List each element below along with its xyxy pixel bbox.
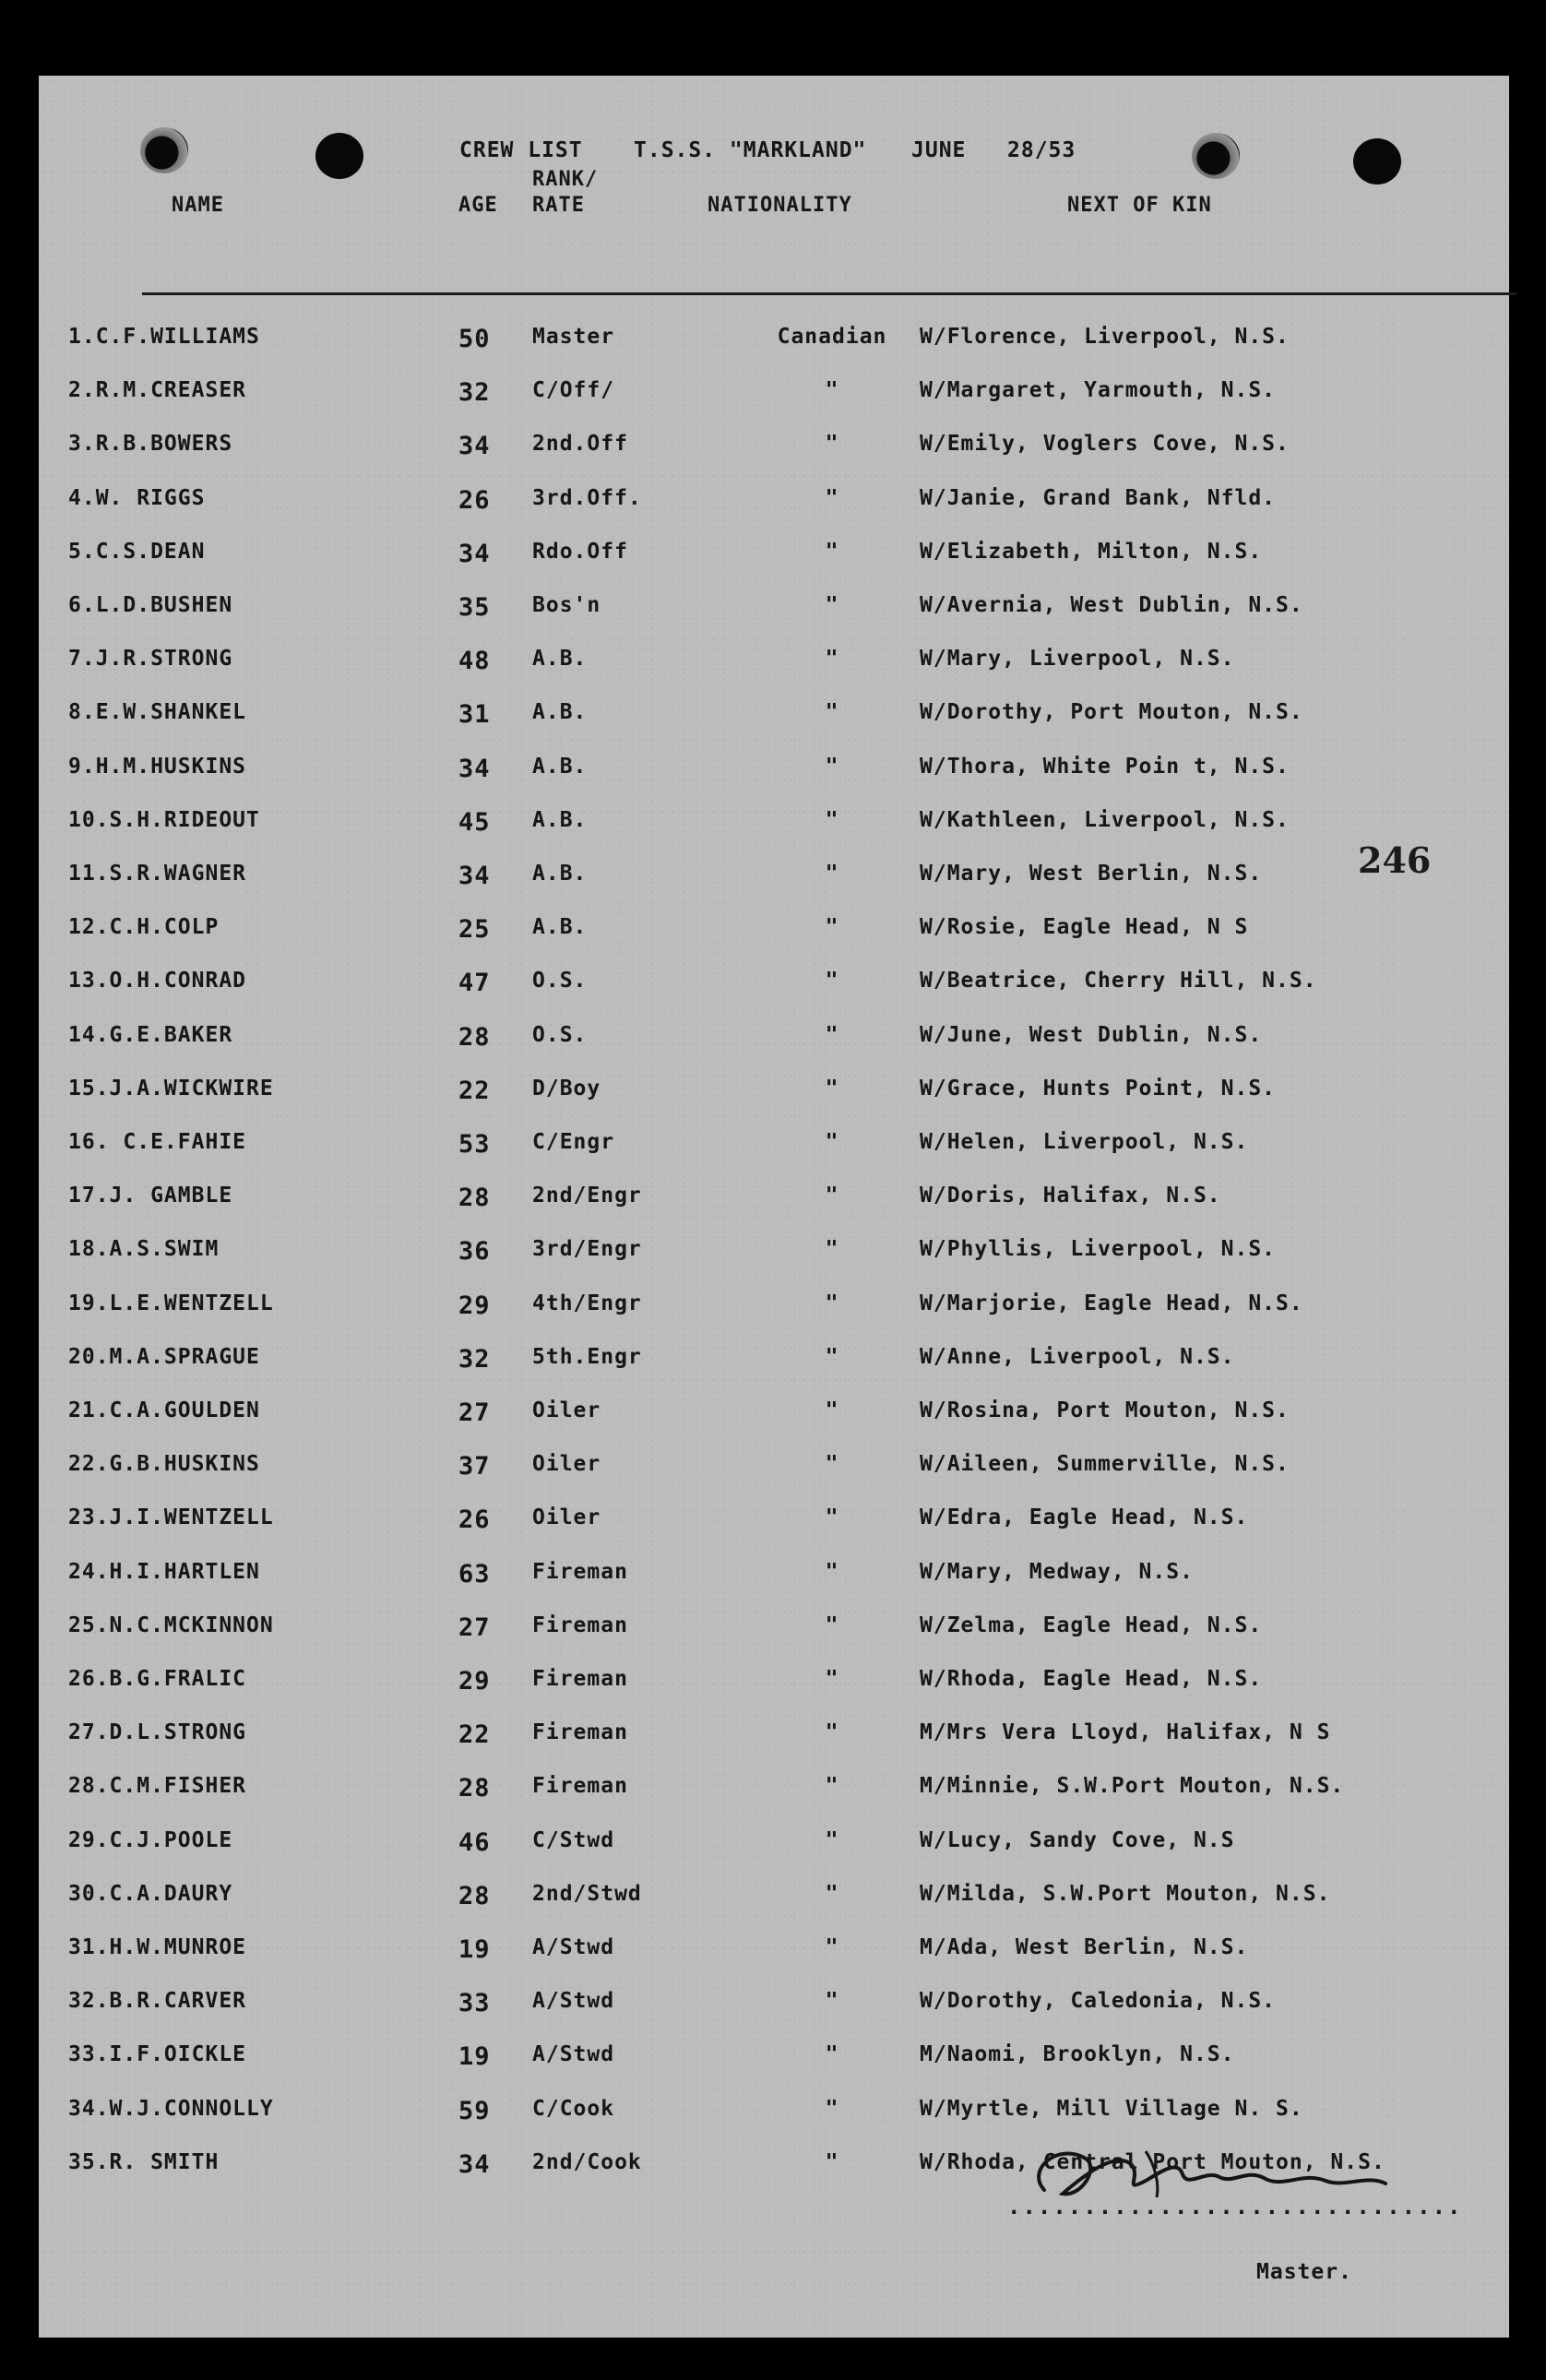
crew-next-of-kin: W/Rosie, Eagle Head, N S: [920, 915, 1249, 940]
crew-next-of-kin: W/Mary, West Berlin, N.S.: [920, 862, 1263, 886]
crew-name: 25.N.C.MCKINNON: [68, 1612, 274, 1637]
crew-next-of-kin: M/Ada, West Berlin, N.S.: [920, 1935, 1249, 1959]
crew-name: 13.O.H.CONRAD: [68, 969, 247, 994]
crew-nationality: ": [825, 915, 839, 940]
crew-nationality: ": [825, 1344, 839, 1369]
crew-name: 29.C.J.POOLE: [68, 1827, 233, 1852]
crew-next-of-kin: W/Mary, Liverpool, N.S.: [920, 647, 1235, 672]
crew-name: 8.E.W.SHANKEL: [68, 700, 247, 725]
crew-row: [39, 1077, 1509, 1113]
crew-row: [39, 1935, 1509, 1972]
crew-nationality: ": [825, 1989, 839, 2014]
crew-rank: A/Stwd: [532, 2042, 615, 2067]
crew-next-of-kin: W/Phyllis, Liverpool, N.S.: [920, 1237, 1277, 1262]
crew-name: 16. C.E.FAHIE: [68, 1130, 247, 1154]
crew-age: 48: [458, 647, 491, 676]
crew-nationality: ": [825, 1612, 839, 1637]
crew-name: 35.R. SMITH: [68, 2149, 220, 2174]
crew-nationality: ": [825, 1130, 839, 1154]
crew-nationality: ": [825, 593, 839, 617]
column-header-age: AGE: [458, 194, 498, 217]
crew-age: 53: [458, 1130, 491, 1159]
crew-name: 30.C.A.DAURY: [68, 1881, 233, 1906]
crew-nationality: ": [825, 1291, 839, 1315]
crew-row: [39, 1667, 1509, 1704]
crew-age: 25: [458, 915, 491, 945]
crew-name: 31.H.W.MUNROE: [68, 1935, 247, 1959]
crew-row: [39, 647, 1509, 684]
crew-row: [39, 1345, 1509, 1382]
signature-line: ..............................: [1007, 2194, 1463, 2219]
crew-next-of-kin: W/June, West Dublin, N.S.: [920, 1022, 1263, 1047]
crew-rank: C/Off/: [532, 378, 615, 403]
crew-next-of-kin: W/Marjorie, Eagle Head, N.S.: [920, 1291, 1303, 1315]
crew-row: [39, 540, 1509, 577]
crew-age: 19: [458, 2042, 491, 2072]
crew-rank: 3rd/Engr: [532, 1237, 642, 1262]
crew-row: [39, 1291, 1509, 1328]
crew-nationality: ": [825, 1022, 839, 1047]
crew-rank: O.S.: [532, 969, 588, 994]
crew-rank: Oiler: [532, 1398, 601, 1422]
crew-name: 12.C.H.COLP: [68, 915, 220, 940]
crew-age: 19: [458, 1935, 491, 1964]
crew-rank: 2nd.Off: [532, 432, 628, 457]
crew-row: [39, 1828, 1509, 1865]
crew-row: [39, 1774, 1509, 1811]
crew-age: 31: [458, 700, 491, 730]
crew-name: 32.B.R.CARVER: [68, 1989, 247, 2014]
crew-rank: Master: [532, 325, 615, 349]
crew-name: 20.M.A.SPRAGUE: [68, 1344, 260, 1369]
crew-rank: C/Cook: [532, 2096, 615, 2121]
crew-age: 47: [458, 969, 491, 998]
crew-name: 7.J.R.STRONG: [68, 647, 233, 672]
crew-rank: Bos'n: [532, 593, 601, 617]
crew-nationality: ": [825, 1881, 839, 1906]
column-header-next-of-kin: NEXT OF KIN: [1067, 194, 1212, 217]
crew-age: 36: [458, 1237, 491, 1267]
crew-nationality: ": [825, 1184, 839, 1208]
crew-name: 26.B.G.FRALIC: [68, 1667, 247, 1691]
signature-title: Master.: [1256, 2260, 1352, 2284]
crew-name: 28.C.M.FISHER: [68, 1774, 247, 1799]
crew-next-of-kin: W/Rosina, Port Mouton, N.S.: [920, 1398, 1290, 1422]
column-header-rank-bottom: RATE: [532, 194, 585, 217]
crew-row: [39, 1560, 1509, 1597]
crew-row: [39, 432, 1509, 469]
crew-rank: Fireman: [532, 1612, 628, 1637]
crew-age: 29: [458, 1291, 491, 1320]
crew-nationality: ": [825, 2149, 839, 2174]
crew-rank: Fireman: [532, 1667, 628, 1691]
crew-next-of-kin: W/Doris, Halifax, N.S.: [920, 1184, 1221, 1208]
document-page: [39, 76, 1509, 2338]
crew-next-of-kin: W/Grace, Hunts Point, N.S.: [920, 1076, 1277, 1101]
crew-next-of-kin: W/Zelma, Eagle Head, N.S.: [920, 1612, 1263, 1637]
crew-name: 5.C.S.DEAN: [68, 539, 206, 564]
crew-row: [39, 1452, 1509, 1489]
crew-nationality: ": [825, 1667, 839, 1691]
crew-rank: A.B.: [532, 754, 588, 779]
crew-rank: A.B.: [532, 700, 588, 725]
header-title: CREW LIST: [459, 138, 583, 162]
crew-name: 3.R.B.BOWERS: [68, 432, 233, 457]
crew-row: [39, 1130, 1509, 1167]
column-header-name: NAME: [172, 194, 224, 217]
crew-row: [39, 808, 1509, 845]
crew-name: 33.I.F.OICKLE: [68, 2042, 247, 2067]
crew-row: [39, 755, 1509, 791]
crew-rank: 4th/Engr: [532, 1291, 642, 1315]
crew-rank: D/Boy: [532, 1076, 601, 1101]
crew-rank: 3rd.Off.: [532, 485, 642, 510]
crew-rank: Oiler: [532, 1505, 601, 1530]
crew-name: 21.C.A.GOULDEN: [68, 1398, 260, 1422]
crew-next-of-kin: W/Aileen, Summerville, N.S.: [920, 1452, 1290, 1477]
crew-name: 24.H.I.HARTLEN: [68, 1559, 260, 1584]
crew-nationality: ": [825, 378, 839, 403]
crew-age: 35: [458, 593, 491, 622]
crew-name: 2.R.M.CREASER: [68, 378, 247, 403]
crew-rank: Rdo.Off: [532, 539, 628, 564]
crew-nationality: ": [825, 2096, 839, 2121]
punch-hole-left-2: [315, 133, 363, 179]
crew-nationality: ": [825, 700, 839, 725]
crew-nationality: ": [825, 1827, 839, 1852]
crew-row: [39, 2097, 1509, 2134]
crew-age: 59: [458, 2096, 491, 2125]
crew-age: 28: [458, 1774, 491, 1803]
crew-row: [39, 1989, 1509, 2026]
crew-name: 6.L.D.BUSHEN: [68, 593, 233, 617]
crew-row: [39, 700, 1509, 737]
crew-nationality: ": [825, 2042, 839, 2067]
crew-row: [39, 1184, 1509, 1220]
header-rule: [142, 292, 1516, 295]
crew-nationality: ": [825, 539, 839, 564]
crew-row: [39, 1882, 1509, 1919]
crew-age: 34: [458, 862, 491, 890]
crew-next-of-kin: W/Emily, Voglers Cove, N.S.: [920, 432, 1290, 457]
crew-next-of-kin: W/Avernia, West Dublin, N.S.: [920, 593, 1303, 617]
crew-age: 34: [458, 2149, 491, 2179]
crew-next-of-kin: W/Anne, Liverpool, N.S.: [920, 1344, 1235, 1369]
crew-name: 18.A.S.SWIM: [68, 1237, 220, 1262]
crew-rank: A.B.: [532, 807, 588, 832]
crew-next-of-kin: W/Kathleen, Liverpool, N.S.: [920, 807, 1290, 832]
crew-age: 26: [458, 485, 491, 515]
punch-hole-right-2: [1353, 138, 1401, 184]
crew-next-of-kin: W/Mary, Medway, N.S.: [920, 1559, 1194, 1584]
crew-rank: 2nd/Cook: [532, 2149, 642, 2174]
crew-nationality: ": [825, 862, 839, 886]
crew-name: 17.J. GAMBLE: [68, 1184, 233, 1208]
crew-nationality: ": [825, 1935, 839, 1959]
crew-next-of-kin: W/Milda, S.W.Port Mouton, N.S.: [920, 1881, 1331, 1906]
crew-name: 15.J.A.WICKWIRE: [68, 1076, 274, 1101]
crew-rank: 5th.Engr: [532, 1344, 642, 1369]
crew-row: [39, 2042, 1509, 2079]
crew-rank: A/Stwd: [532, 1989, 615, 2014]
crew-age: 22: [458, 1076, 491, 1105]
crew-next-of-kin: W/Myrtle, Mill Village N. S.: [920, 2096, 1303, 2121]
crew-nationality: ": [825, 1559, 839, 1584]
crew-next-of-kin: W/Margaret, Yarmouth, N.S.: [920, 378, 1277, 403]
crew-age: 29: [458, 1667, 491, 1696]
crew-age: 45: [458, 807, 491, 837]
crew-rank: Fireman: [532, 1559, 628, 1584]
crew-age: 34: [458, 754, 491, 783]
crew-row: [39, 486, 1509, 523]
crew-nationality: ": [825, 1398, 839, 1422]
crew-nationality: ": [825, 1774, 839, 1799]
crew-nationality: ": [825, 1505, 839, 1530]
crew-nationality: ": [825, 485, 839, 510]
column-header-nationality: NATIONALITY: [708, 194, 852, 217]
crew-age: 37: [458, 1452, 491, 1482]
crew-nationality: ": [825, 1452, 839, 1477]
crew-age: 28: [458, 1184, 491, 1213]
crew-age: 33: [458, 1989, 491, 2018]
crew-age: 22: [458, 1720, 491, 1750]
crew-nationality: ": [825, 754, 839, 779]
crew-row: [39, 325, 1509, 362]
crew-rank: Oiler: [532, 1452, 601, 1477]
crew-next-of-kin: W/Janie, Grand Bank, Nfld.: [920, 485, 1277, 510]
crew-row: [39, 1613, 1509, 1650]
crew-age: 27: [458, 1612, 491, 1642]
crew-rank: 2nd/Engr: [532, 1184, 642, 1208]
column-header-rank-top: RANK/: [532, 168, 599, 191]
crew-name: 1.C.F.WILLIAMS: [68, 325, 260, 349]
crew-rank: Fireman: [532, 1774, 628, 1799]
crew-age: 28: [458, 1881, 491, 1910]
punch-hole-left-1: [140, 127, 188, 173]
crew-age: 28: [458, 1022, 491, 1052]
crew-name: 10.S.H.RIDEOUT: [68, 807, 260, 832]
punch-hole-right-1: [1192, 133, 1240, 179]
crew-row: [39, 1398, 1509, 1435]
crew-next-of-kin: M/Mrs Vera Lloyd, Halifax, N S: [920, 1720, 1331, 1745]
crew-nationality: ": [825, 1720, 839, 1745]
crew-next-of-kin: W/Helen, Liverpool, N.S.: [920, 1130, 1249, 1154]
crew-name: 22.G.B.HUSKINS: [68, 1452, 260, 1477]
crew-name: 27.D.L.STRONG: [68, 1720, 247, 1745]
crew-row: [39, 969, 1509, 1006]
crew-row: [39, 378, 1509, 415]
crew-nationality: ": [825, 647, 839, 672]
crew-age: 27: [458, 1398, 491, 1427]
crew-name: 4.W. RIGGS: [68, 485, 206, 510]
crew-age: 63: [458, 1559, 491, 1589]
crew-name: 14.G.E.BAKER: [68, 1022, 233, 1047]
crew-next-of-kin: M/Naomi, Brooklyn, N.S.: [920, 2042, 1235, 2067]
page-number-stamp: 246: [1358, 839, 1432, 881]
crew-rank: Fireman: [532, 1720, 628, 1745]
crew-rank: C/Engr: [532, 1130, 615, 1154]
crew-rank: A.B.: [532, 915, 588, 940]
crew-age: 50: [458, 325, 491, 353]
crew-next-of-kin: W/Dorothy, Caledonia, N.S.: [920, 1989, 1277, 2014]
crew-next-of-kin: W/Thora, White Poin t, N.S.: [920, 754, 1290, 779]
crew-next-of-kin: W/Dorothy, Port Mouton, N.S.: [920, 700, 1303, 725]
crew-row: [39, 1023, 1509, 1060]
crew-next-of-kin: W/Rhoda, Eagle Head, N.S.: [920, 1667, 1263, 1691]
crew-rank: A.B.: [532, 862, 588, 886]
crew-row: [39, 1237, 1509, 1274]
crew-name: 9.H.M.HUSKINS: [68, 754, 247, 779]
crew-rank: C/Stwd: [532, 1827, 615, 1852]
crew-age: 34: [458, 432, 491, 461]
crew-next-of-kin: W/Beatrice, Cherry Hill, N.S.: [920, 969, 1317, 994]
crew-nationality: ": [825, 432, 839, 457]
crew-age: 46: [458, 1827, 491, 1857]
crew-age: 34: [458, 539, 491, 568]
crew-age: 32: [458, 1344, 491, 1374]
crew-age: 32: [458, 378, 491, 408]
crew-nationality: Canadian: [777, 325, 887, 349]
header-date: 28/53: [1007, 138, 1076, 162]
crew-next-of-kin: M/Minnie, S.W.Port Mouton, N.S.: [920, 1774, 1345, 1799]
crew-next-of-kin: W/Lucy, Sandy Cove, N.S: [920, 1827, 1235, 1852]
header-month: JUNE: [911, 138, 967, 162]
crew-name: 23.J.I.WENTZELL: [68, 1505, 274, 1530]
crew-name: 11.S.R.WAGNER: [68, 862, 247, 886]
crew-rank: 2nd/Stwd: [532, 1881, 642, 1906]
crew-row: [39, 915, 1509, 952]
crew-row: [39, 1505, 1509, 1542]
crew-next-of-kin: W/Elizabeth, Milton, N.S.: [920, 539, 1263, 564]
crew-nationality: ": [825, 807, 839, 832]
crew-rank: O.S.: [532, 1022, 588, 1047]
crew-next-of-kin: W/Rhoda, Central Port Mouton, N.S.: [920, 2149, 1385, 2174]
crew-name: 34.W.J.CONNOLLY: [68, 2096, 274, 2121]
crew-rank: A/Stwd: [532, 1935, 615, 1959]
crew-nationality: ": [825, 1237, 839, 1262]
crew-row: [39, 1720, 1509, 1757]
crew-next-of-kin: W/Florence, Liverpool, N.S.: [920, 325, 1290, 349]
crew-next-of-kin: W/Edra, Eagle Head, N.S.: [920, 1505, 1249, 1530]
crew-nationality: ": [825, 1076, 839, 1101]
header-ship: T.S.S. "MARKLAND": [634, 138, 867, 162]
crew-row: [39, 862, 1509, 898]
crew-rank: A.B.: [532, 647, 588, 672]
crew-nationality: ": [825, 969, 839, 994]
crew-name: 19.L.E.WENTZELL: [68, 1291, 274, 1315]
crew-age: 26: [458, 1505, 491, 1535]
crew-row: [39, 593, 1509, 630]
